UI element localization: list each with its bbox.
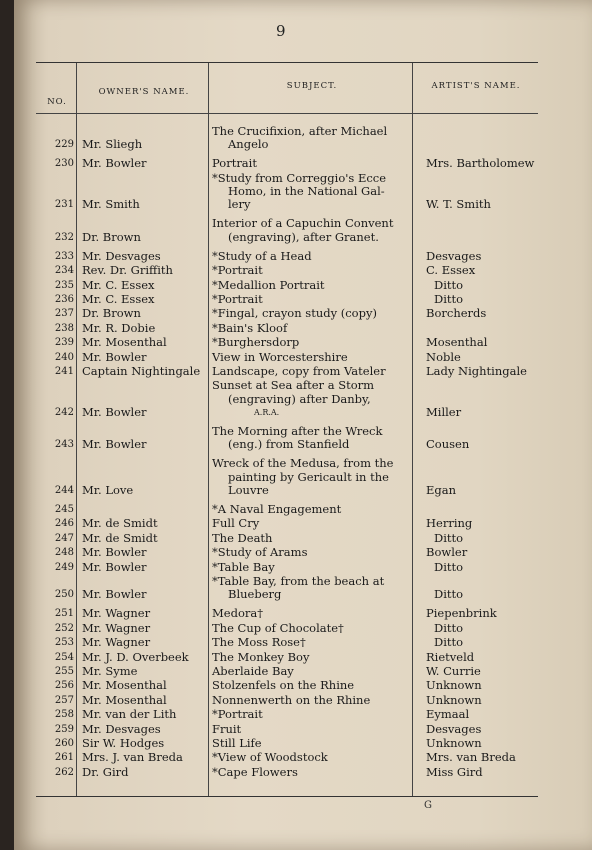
subject-line: A.R.A. [254,407,280,417]
subject-line: *View of Woodstock [212,750,328,765]
table-row [36,503,538,516]
subject-line: *Portrait [212,707,263,722]
entry-number: 248 [54,547,74,559]
subject-line: Interior of a Capuchin Convent [212,216,394,231]
subject-line: *Cape Flowers [212,764,298,779]
subject-line: Full Cry [212,516,260,531]
entry-number: 232 [54,231,74,243]
subject-line: Portrait [212,156,257,171]
subject-line: *Portrait [212,263,263,278]
owner-name: Dr. Gird [82,764,129,779]
entry-number: 251 [54,608,74,620]
artist-name: Ditto [434,292,464,306]
subject-line: Medora† [212,606,263,621]
artist-name: Ditto [434,620,464,635]
entry-number: 245 [54,504,74,515]
table-row [36,379,538,419]
subject-line: *Table Bay, from the beach at [212,574,385,588]
signature-mark: G [424,800,432,811]
subject-line: *Burghersdorp [212,335,300,350]
subject-line: The Death [212,530,273,545]
artist-name: Ditto [434,587,464,602]
entry-number: 261 [54,752,74,764]
artist-name: Ditto [434,530,464,545]
table-row [36,322,538,335]
page-number: 9 [276,22,286,40]
table-row [36,766,538,779]
table-row [36,425,538,451]
entry-number: 247 [54,532,74,544]
artist-name: C. Essex [426,263,476,278]
owner-name: Mrs. J. van Breda [82,750,183,765]
table-row [36,264,538,277]
owner-name: Mr. de Smidt [82,516,158,531]
artist-name: Unknown [426,678,482,693]
table-row [36,575,538,601]
artist-name: Mrs. van Breda [426,750,516,765]
artist-name: Miss Gird [426,764,483,779]
subject-line: *Study of a Head [212,248,312,263]
owner-name: Mr. Bowler [82,156,147,171]
table-row [36,723,538,736]
entry-number: 253 [54,637,74,649]
entry-number: 238 [54,322,74,334]
subject-line: (eng.) from Stanfield [228,437,350,452]
entry-number: 258 [54,709,74,721]
owner-name: Mr. de Smidt [82,530,158,545]
artist-name: Lady Nightingale [426,364,527,378]
header-owner: OWNER'S NAME. [98,87,190,97]
artist-name: Desvages [426,721,482,736]
owner-name: Mr. Bowler [82,404,147,419]
owner-name: Mr. R. Dobie [82,320,156,335]
entry-number: 250 [54,589,74,601]
entry-number: 241 [54,366,74,377]
table-row [36,532,538,545]
catalogue-page [14,0,592,850]
subject-line: *Portrait [212,292,263,306]
entry-number: 249 [54,561,74,573]
entry-number: 235 [54,279,74,291]
subject-line: *A Naval Engagement [212,502,342,516]
artist-name: Egan [426,482,457,497]
entry-number: 262 [54,766,74,778]
table-row [36,217,538,243]
owner-name: Mr. Wagner [82,606,151,621]
artist-name: Mosenthal [426,335,488,350]
subject-line: The Moss Rose† [212,635,306,650]
subject-line: The Morning after the Wreck [212,424,383,438]
entry-number: 229 [54,139,74,151]
entry-number: 256 [54,680,74,692]
header-rule [36,113,538,114]
owner-name: Mr. Mosenthal [82,678,167,693]
table-row [36,561,538,574]
subject-line: *Study of Arams [212,545,308,560]
owner-name: Mr. Bowler [82,349,147,364]
table-row [36,125,538,151]
entry-number: 239 [54,337,74,349]
owner-name: Mr. Sliegh [82,137,143,152]
table-row [36,457,538,497]
table-row [36,651,538,664]
entry-number: 259 [54,723,74,735]
entry-number: 255 [54,666,74,677]
owner-name: Mr. Desvages [82,721,161,736]
artist-name: Ditto [434,559,464,574]
owner-name: Dr. Brown [82,229,141,244]
owner-name: Mr. Smith [82,197,140,212]
table-row [36,751,538,764]
subject-line: Landscape, copy from Vateler [212,364,386,378]
owner-name: Mr. Mosenthal [82,692,167,707]
entry-number: 233 [54,250,74,262]
owner-name: Mr. Mosenthal [82,335,167,350]
entry-number: 242 [54,406,74,418]
owner-name: Mr. Wagner [82,620,151,635]
owner-name: Mr. Love [82,482,134,497]
subject-line: Homo, in the National Gal- [228,183,385,198]
owner-name: Rev. Dr. Griffith [82,263,173,278]
subject-line: Louvre [228,482,269,497]
table-row [36,307,538,320]
subject-line: (engraving) after Danby, [228,391,371,406]
entry-number: 237 [54,308,74,320]
table-row [36,172,538,212]
artist-name: Bowler [426,545,468,560]
artist-name: Unknown [426,736,482,750]
owner-name: Mr. J. D. Overbeek [82,649,189,664]
owner-name: Dr. Brown [82,306,141,321]
entry-number: 257 [54,694,74,706]
entry-number: 246 [54,518,74,530]
table-row [36,279,538,292]
table-row [36,157,538,170]
owner-name: Mr. C. Essex [82,277,155,292]
subject-line: Stolzenfels on the Rhine [212,678,355,693]
subject-line: *Study from Correggio's Ecce [212,170,387,185]
subject-line: Nonnenwerth on the Rhine [212,692,371,707]
table-row [36,250,538,263]
artist-name: Ditto [434,635,464,650]
header-artist: ARTIST'S NAME. [431,81,521,91]
subject-line: Sunset at Sea after a Storm [212,378,375,393]
table-row [36,694,538,707]
entry-number: 252 [54,622,74,634]
artist-name: Borcherds [426,306,487,321]
artist-name: W. T. Smith [426,197,491,212]
subject-line: The Cup of Chocolate† [212,620,344,635]
owner-name: Mr. Bowler [82,587,147,602]
subject-line: Still Life [212,736,262,750]
table-row [36,293,538,306]
subject-line: View in Worcestershire [212,349,348,364]
entry-number: 236 [54,294,74,305]
artist-name: W. Currie [426,664,481,678]
header-subject: SUBJECT. [286,81,338,91]
entry-number: 244 [54,484,74,496]
table-row [36,679,538,692]
table-row [36,517,538,530]
owner-name: Mr. Bowler [82,437,147,452]
table-row [36,336,538,349]
subject-line: Fruit [212,721,242,736]
entry-number: 254 [54,651,74,663]
subject-line: *Table Bay [212,559,275,574]
subject-line: lery [228,197,251,212]
catalogue-table [36,62,538,797]
table-row [36,607,538,620]
entry-number: 260 [54,738,74,749]
entry-number: 243 [54,439,74,451]
table-row [36,636,538,649]
artist-name: Noble [426,349,461,364]
table-row [36,737,538,750]
artist-name: Piepenbrink [426,606,497,621]
entry-number: 234 [54,265,74,277]
owner-name: Mr. Desvages [82,248,161,263]
table-row [36,546,538,559]
header-no: NO. [47,97,67,107]
artist-name: Cousen [426,437,470,452]
subject-line: Angelo [228,137,269,152]
artist-name: Eymaal [426,707,470,722]
table-row [36,351,538,364]
owner-name: Mr. Wagner [82,635,151,650]
artist-name: Desvages [426,248,482,263]
subject-line: (engraving), after Granet. [228,229,379,244]
owner-name: Mr. C. Essex [82,292,155,306]
owner-name: Mr. Bowler [82,545,147,560]
artist-name: Unknown [426,692,482,707]
owner-name: Mr. Bowler [82,559,147,574]
entry-number: 240 [54,351,74,363]
subject-line: The Monkey Boy [212,649,310,664]
artist-name: Mrs. Bartholomew [426,156,535,171]
artist-name: Herring [426,516,473,531]
subject-line: Blueberg [228,587,282,602]
subject-line: *Fingal, crayon study (copy) [212,306,377,321]
subject-line: The Crucifixion, after Michael [212,124,388,138]
owner-name: Mr. van der Lith [82,707,177,722]
entry-number: 231 [54,199,74,211]
artist-name: Miller [426,404,462,419]
subject-line: *Medallion Portrait [212,277,325,292]
subject-line: *Bain's Kloof [212,320,288,335]
subject-line: Aberlaide Bay [212,664,294,678]
subject-line: painting by Gericault in the [228,469,389,484]
owner-name: Sir W. Hodges [82,736,165,750]
entry-number: 230 [54,158,74,170]
artist-name: Rietveld [426,649,475,664]
artist-name: Ditto [434,277,464,292]
table-row [36,365,538,378]
table-row [36,665,538,678]
owner-name: Mr. Syme [82,664,138,678]
table-row [36,708,538,721]
owner-name: Captain Nightingale [82,364,201,378]
table-row [36,622,538,635]
subject-line: Wreck of the Medusa, from the [212,456,394,471]
